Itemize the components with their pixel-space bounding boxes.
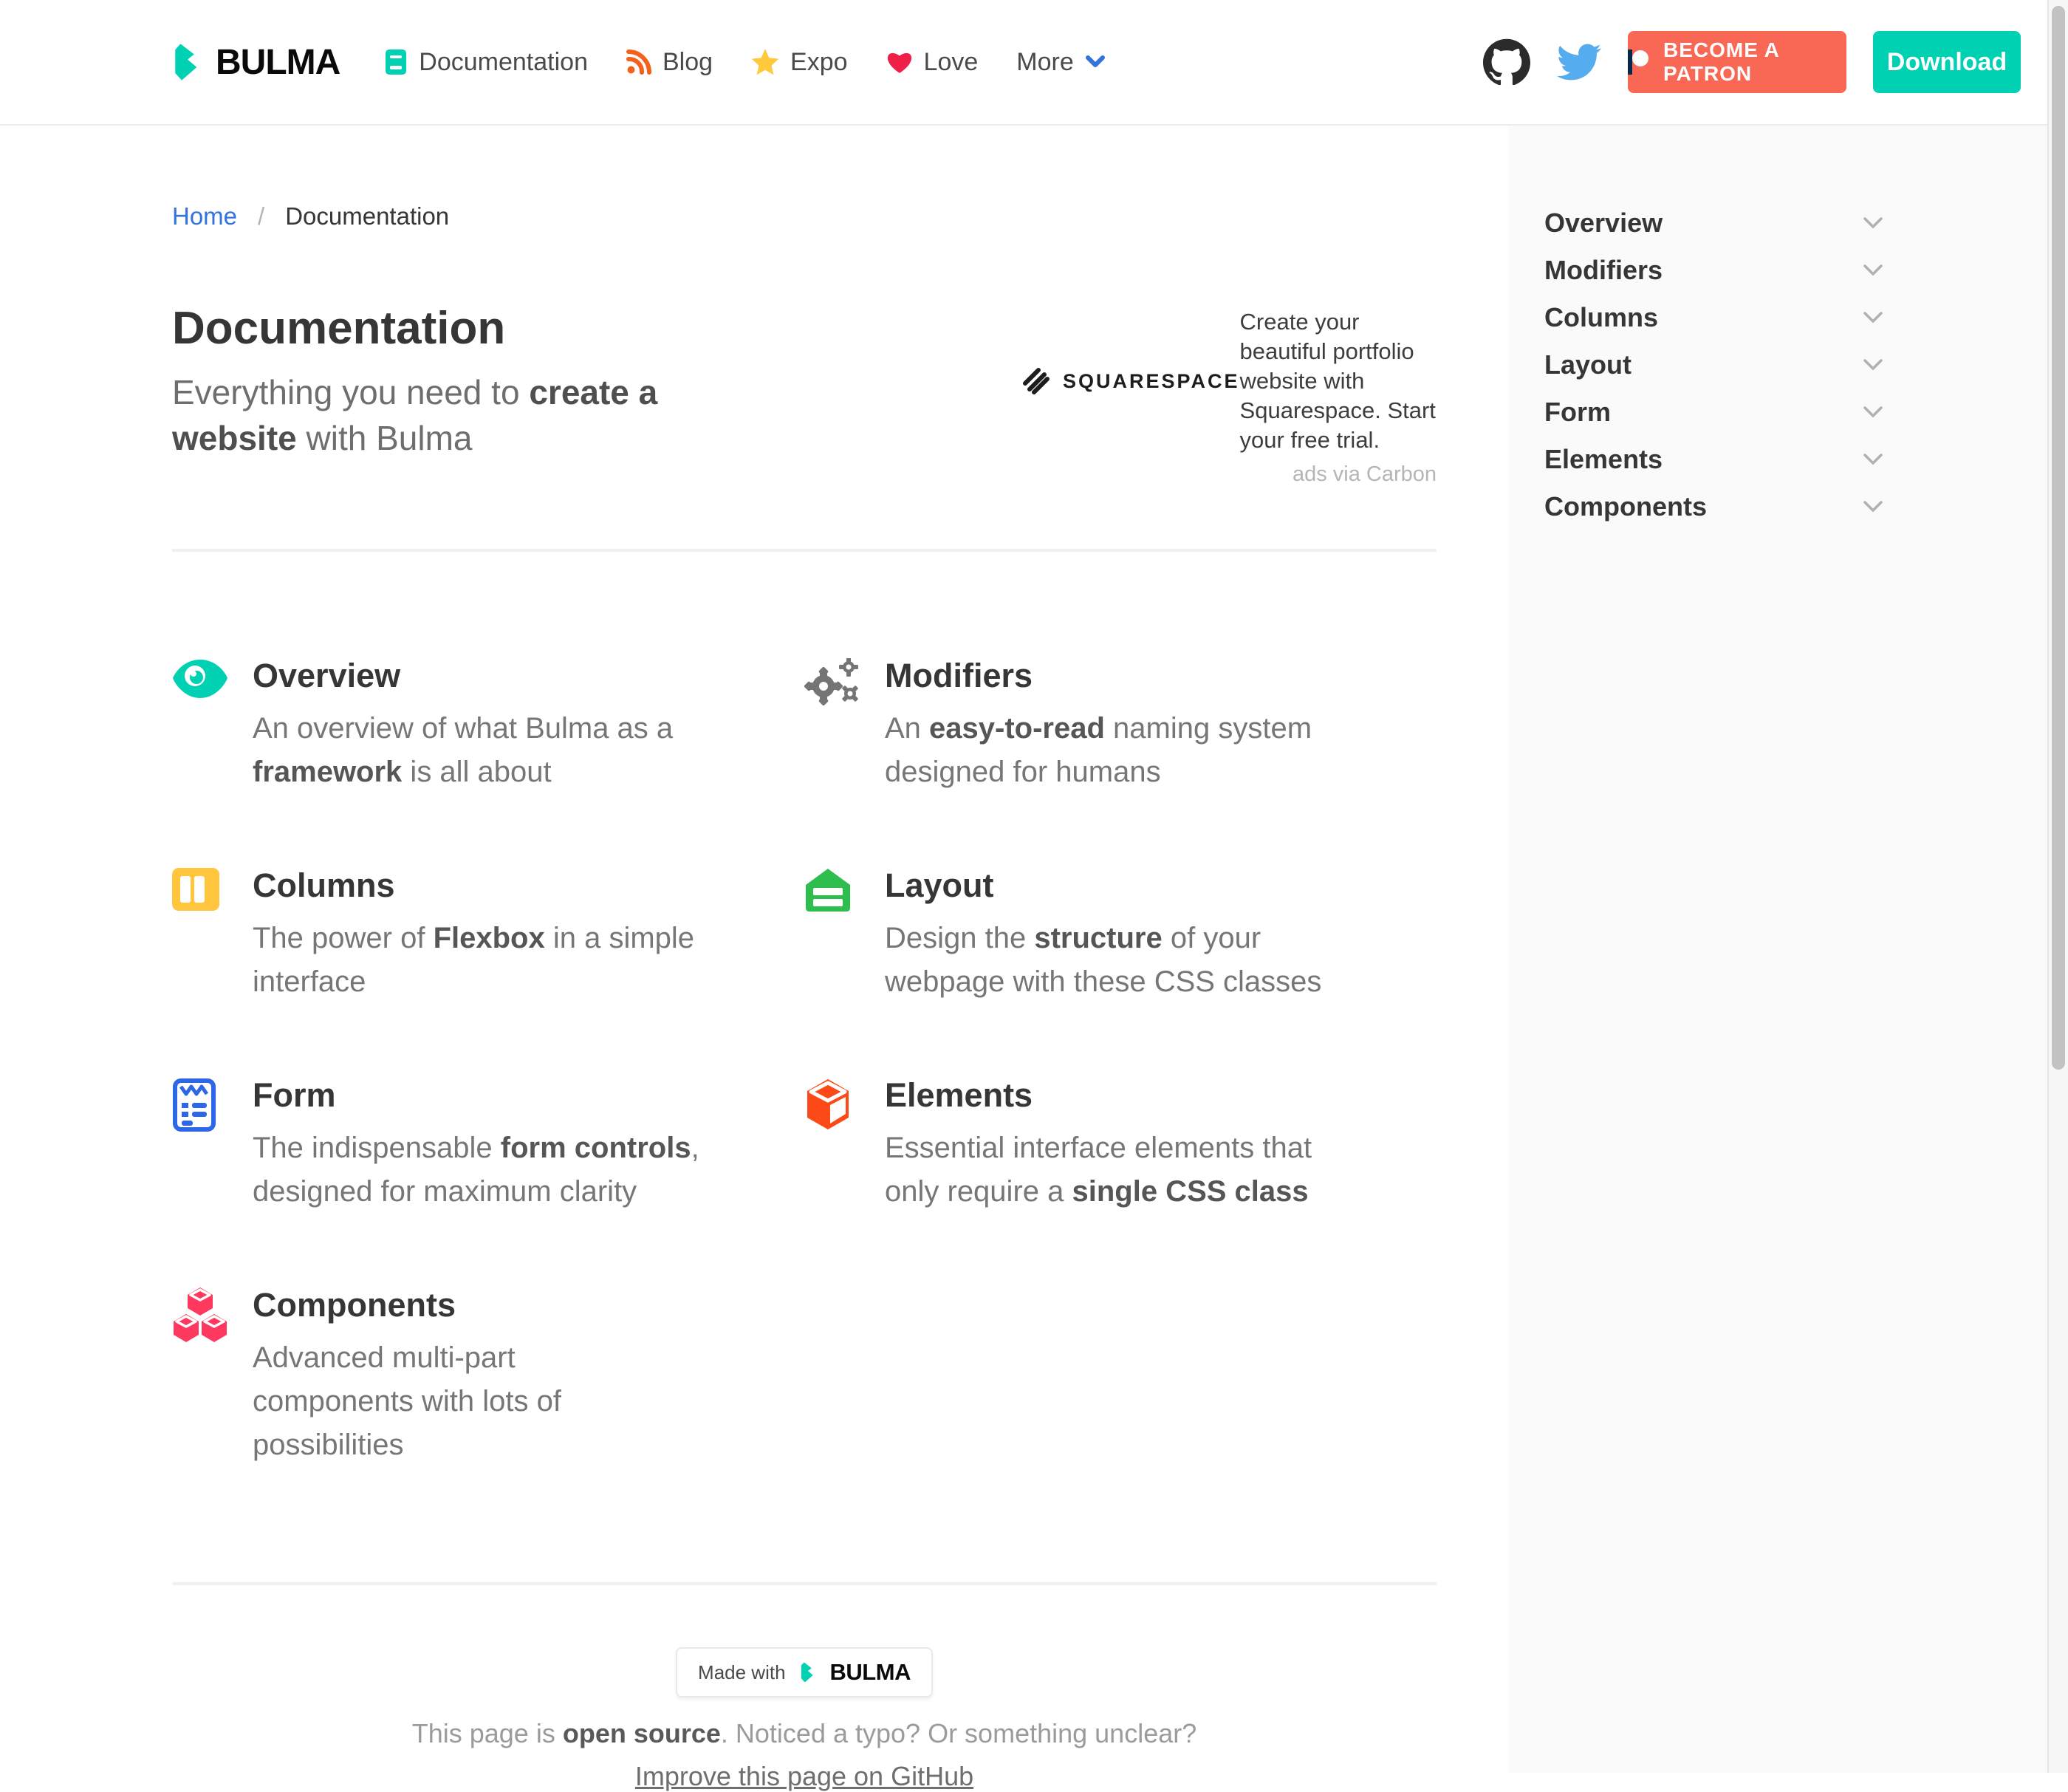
patron-button-label: BECOME A PATRON [1663, 38, 1779, 85]
desc-text: Design the [885, 922, 1035, 954]
scrollbar-track[interactable] [2047, 0, 2068, 1773]
sidebar-item-components[interactable] [1544, 483, 1884, 530]
desc-text: naming system designed for humans [885, 712, 1312, 788]
download-button[interactable] [1873, 31, 2021, 93]
eye-icon [172, 655, 228, 794]
github-icon[interactable] [1483, 38, 1530, 86]
subtitle-text: with Bulma [296, 419, 473, 457]
desc-text: An overview of what Bulma as a [253, 712, 674, 745]
main-content [0, 126, 1508, 1791]
star-icon [751, 49, 779, 75]
card-layout[interactable] [804, 865, 1437, 1004]
card-description [253, 1336, 607, 1467]
ad-attribution[interactable]: ads via Carbon [1292, 462, 1437, 486]
card-description [885, 707, 1335, 794]
breadcrumb-separator: / [258, 202, 265, 230]
nav-item-more[interactable] [1016, 48, 1105, 77]
body [0, 126, 2047, 1791]
sidebar-item-label: Components [1544, 491, 1707, 521]
chevron-down-icon [1862, 406, 1884, 419]
columns-icon [172, 865, 228, 1004]
cubes-icon [172, 1285, 228, 1467]
download-button-label: Download [1886, 47, 2007, 76]
cogs-icon [804, 655, 860, 794]
nav-item-blog[interactable] [626, 48, 713, 77]
card-overview[interactable] [172, 655, 804, 794]
card-columns[interactable] [172, 865, 804, 1004]
footer-note [172, 1718, 1437, 1749]
chevron-down-icon [1862, 358, 1884, 372]
chevron-down-icon [1862, 311, 1884, 324]
desc-text: in a simple interface [253, 922, 695, 998]
chevron-down-icon [1862, 264, 1884, 277]
layout-icon [804, 865, 860, 1004]
desc-text: The indispensable [253, 1132, 501, 1164]
brand-logo[interactable] [171, 38, 340, 86]
card-description [885, 917, 1335, 1004]
desc-bold: form controls [500, 1132, 691, 1164]
card-description [885, 1126, 1335, 1214]
breadcrumb [172, 202, 1437, 230]
card-title: Form [253, 1076, 336, 1114]
card-form[interactable] [172, 1075, 804, 1214]
page-footer [172, 1585, 1437, 1792]
subtitle-text: Everything you need to [172, 373, 530, 411]
card-title: Layout [885, 866, 994, 904]
card-description [253, 917, 703, 1004]
card-modifiers[interactable] [804, 655, 1437, 794]
breadcrumb-home-link[interactable]: Home [172, 202, 238, 230]
docs-grid [172, 655, 1437, 1538]
card-title: Overview [253, 657, 401, 694]
nav-item-label: Love [923, 47, 979, 76]
nav-item-documentation[interactable] [384, 48, 588, 77]
sidebar-item-elements[interactable] [1544, 436, 1884, 483]
made-with-label: Made with [698, 1661, 786, 1683]
brand-name: BULMA [216, 42, 340, 82]
card-elements[interactable] [804, 1075, 1437, 1214]
sidebar-item-label: Modifiers [1544, 255, 1663, 285]
ad-sponsor-name: SQUARESPACE [1063, 369, 1240, 392]
scrollbar-thumb[interactable] [2052, 6, 2065, 1070]
carbon-ad[interactable] [1020, 307, 1437, 487]
bulma-logo-icon [171, 38, 204, 86]
title-block [172, 304, 704, 487]
nav-item-label: Blog [662, 47, 713, 76]
improve-page-github-link[interactable]: Improve this page on GitHub [634, 1761, 974, 1791]
nav-item-label: Expo [790, 47, 848, 76]
desc-bold: framework [253, 756, 403, 788]
note-bold: open source [562, 1718, 721, 1748]
subtitle-bold: create a website [172, 373, 658, 457]
nav-item-expo[interactable] [751, 48, 848, 77]
chevron-down-icon [1862, 453, 1884, 466]
badge-brand-name: BULMA [829, 1659, 911, 1685]
twitter-icon[interactable] [1557, 40, 1601, 84]
page-header [172, 304, 1437, 487]
card-title: Modifiers [885, 657, 1033, 694]
card-title: Components [253, 1286, 456, 1324]
card-components[interactable] [172, 1285, 804, 1467]
patreon-icon [1628, 49, 1648, 75]
sidebar-item-layout[interactable] [1544, 341, 1884, 389]
ad-text: Create your beautiful portfolio website with Squarespace. Start your free trial. [1239, 309, 1436, 453]
desc-text: of your webpage with these CSS classes [885, 922, 1322, 998]
card-description [253, 1126, 703, 1214]
become-a-patron-button[interactable] [1628, 31, 1846, 93]
breadcrumb-current: Documentation [285, 202, 450, 230]
bulma-logo-icon [799, 1660, 817, 1685]
card-description [253, 707, 703, 794]
docs-sidebar [1508, 126, 2047, 1773]
desc-text: is all about [402, 756, 552, 788]
nav-item-love[interactable] [886, 48, 979, 77]
desc-bold: structure [1034, 922, 1163, 954]
sidebar-item-label: Form [1544, 397, 1611, 427]
sidebar-item-form[interactable] [1544, 389, 1884, 436]
card-title: Columns [253, 866, 395, 904]
heart-icon [886, 50, 913, 74]
sidebar-item-label: Columns [1544, 302, 1659, 332]
navbar-right [1483, 31, 2021, 93]
page-title: Documentation [172, 303, 506, 354]
rss-icon [626, 49, 651, 75]
sidebar-item-label: Elements [1544, 444, 1663, 474]
sidebar-item-columns[interactable] [1544, 294, 1884, 341]
page-subtitle [172, 369, 704, 461]
desc-text: Advanced multi-part components with lots of possibilities [253, 1341, 561, 1461]
chevron-down-icon [1085, 55, 1106, 69]
card-title: Elements [885, 1076, 1033, 1114]
sidebar-item-label: Layout [1544, 349, 1632, 380]
desc-bold: Flexbox [433, 922, 545, 954]
nav-item-label: Documentation [419, 47, 588, 76]
desc-text: Essential interface elements that only require a [885, 1132, 1312, 1208]
cube-icon [804, 1075, 860, 1214]
sidebar-item-overview[interactable] [1544, 199, 1884, 247]
desc-text: , designed for maximum clarity [253, 1132, 699, 1208]
desc-text: The power of [253, 922, 434, 954]
note-text: This page is [411, 1718, 563, 1748]
note-text: . Noticed a typo? Or something unclear? [720, 1718, 1197, 1748]
squarespace-logo-icon [1020, 365, 1052, 397]
ad-sponsor-logo [1020, 365, 1240, 397]
navbar [0, 0, 2047, 126]
nav-item-label: More [1016, 47, 1074, 76]
divider [172, 549, 1437, 552]
desc-bold: easy-to-read [929, 712, 1105, 745]
book-icon [384, 49, 408, 75]
sidebar-item-label: Overview [1544, 208, 1663, 238]
made-with-bulma-badge[interactable] [676, 1647, 933, 1697]
chevron-down-icon [1862, 500, 1884, 513]
chevron-down-icon [1862, 216, 1884, 230]
desc-bold: single CSS class [1072, 1175, 1309, 1208]
form-icon [172, 1075, 228, 1214]
sidebar-item-modifiers[interactable] [1544, 247, 1884, 294]
desc-text: An [885, 712, 930, 745]
